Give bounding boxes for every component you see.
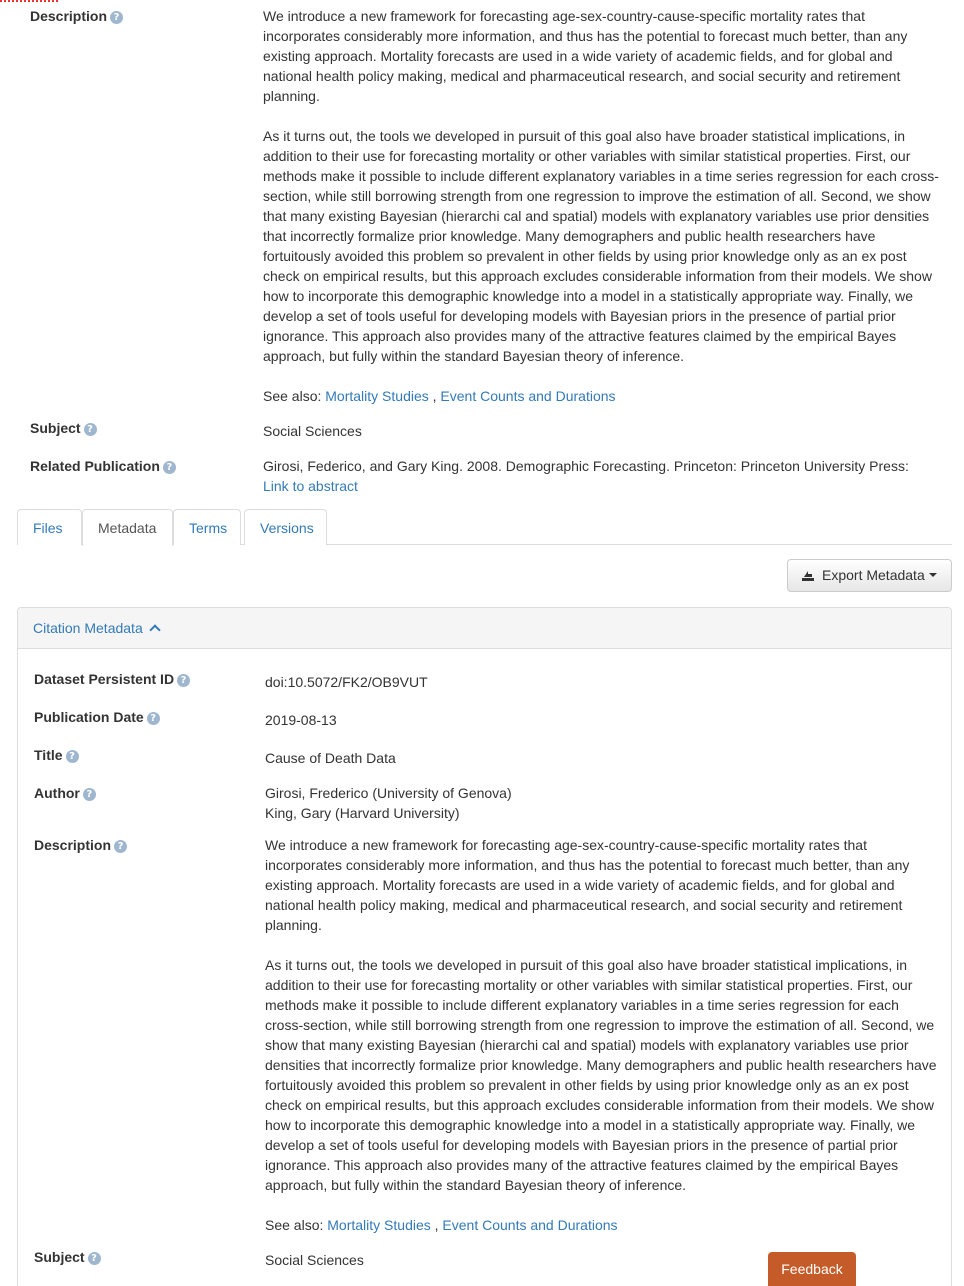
chevron-up-icon bbox=[149, 624, 160, 635]
feedback-button[interactable]: Feedback bbox=[768, 1252, 856, 1286]
see-also: See also: Mortality Studies , Event Counts and Durations bbox=[263, 388, 616, 404]
export-icon bbox=[802, 569, 814, 581]
description-paragraph: We introduce a new framework for forecasting age-sex-country-cause-specific mortality rates that incorporates considerably more information, and thus has the potential to forecast much better, than any existing approach. Mortality forecasts are used in a wide variety of academic fields, and for global and national health policy making, medical and pharmaceutical research, and social security and retirement planning. bbox=[265, 837, 910, 933]
citation-metadata-toggle[interactable]: Citation Metadata bbox=[18, 608, 951, 649]
author-entry: Girosi, Frederico (University of Genova) bbox=[265, 785, 512, 801]
tab-bar bbox=[17, 509, 952, 545]
help-icon[interactable]: ? bbox=[147, 712, 160, 725]
link-to-abstract[interactable]: Link to abstract bbox=[263, 478, 358, 494]
help-icon[interactable]: ? bbox=[83, 788, 96, 801]
link-event-counts[interactable]: Event Counts and Durations bbox=[442, 1217, 618, 1233]
help-icon[interactable]: ? bbox=[114, 840, 127, 853]
export-metadata-button[interactable]: Export Metadata bbox=[787, 559, 952, 592]
persistent-id-label: Dataset Persistent ID ? bbox=[34, 671, 190, 687]
error-underline bbox=[0, 0, 58, 2]
link-mortality-studies[interactable]: Mortality Studies bbox=[327, 1217, 431, 1233]
description-paragraph: As it turns out, the tools we developed in pursuit of this goal also have broader statistical implications, in addition to their use for forecasting mortality or other variables with similar statistical properties. First, our methods make it possible to include different explanatory variables in a time series regression for each cross-section, while still borrowing strength from one regression to improve the estimation of all. Second, we show that many existing Bayesian (hierarchi cal and spatial) models with explanatory variables use prior densities that incorrectly formalize prior knowledge. Many demographers and public health researchers have fortuitously avoided this problem so prevalent in other fields by using prior knowledge only as an ex post check on empirical results, but this approach excludes considerable information from their models. We show how to incorporate this demographic knowledge into a model in a statistically appropriate way. Finally, we develop a set of tools useful for developing models with Bayesian priors in the presence of partial prior ignorance. This approach also provides many of the attractive features claimed by the empirical Bayes approach, but fully within the standard Bayesian theory of inference. bbox=[265, 957, 937, 1193]
subject-value: Social Sciences bbox=[263, 423, 362, 439]
help-icon[interactable]: ? bbox=[88, 1252, 101, 1265]
help-icon[interactable]: ? bbox=[177, 674, 190, 687]
title-label: Title ? bbox=[34, 747, 79, 763]
panel-description-value bbox=[265, 835, 940, 1235]
author-entry: King, Gary (Harvard University) bbox=[265, 805, 460, 821]
publication-date-value: 2019-08-13 bbox=[265, 712, 337, 728]
subject-label: Subject ? bbox=[30, 420, 97, 436]
help-icon[interactable]: ? bbox=[66, 750, 79, 763]
related-publication-value: Girosi, Federico, and Gary King. 2008. Demographic Forecasting. Princeton: Princeton University Press: Link to abstract bbox=[263, 458, 909, 494]
help-icon[interactable]: ? bbox=[84, 423, 97, 436]
title-value: Cause of Death Data bbox=[265, 750, 396, 766]
link-mortality-studies[interactable]: Mortality Studies bbox=[325, 388, 429, 404]
author-value bbox=[265, 783, 512, 823]
tab-versions[interactable]: Versions bbox=[244, 509, 327, 545]
related-publication-label: Related Publication ? bbox=[30, 458, 176, 474]
persistent-id-value: doi:10.5072/FK2/OB9VUT bbox=[265, 674, 428, 690]
see-also: See also: Mortality Studies , Event Counts and Durations bbox=[265, 1217, 618, 1233]
tab-metadata[interactable]: Metadata bbox=[82, 509, 173, 546]
description-label: Description ? bbox=[30, 8, 123, 24]
description-paragraph: We introduce a new framework for forecasting age-sex-country-cause-specific mortality rates that incorporates considerably more information, and thus has the potential to forecast much better, than any existing approach. Mortality forecasts are used in a wide variety of academic fields, and for global and national health policy making, medical and pharmaceutical research, and social security and retirement planning. bbox=[263, 8, 908, 104]
panel-description-label: Description ? bbox=[34, 837, 127, 853]
publication-date-label: Publication Date ? bbox=[34, 709, 160, 725]
author-label: Author ? bbox=[34, 785, 96, 801]
description-paragraph: As it turns out, the tools we developed in pursuit of this goal also have broader statistical implications, in addition to their use for forecasting mortality or other variables with similar statistical properties. First, our methods make it possible to include different explanatory variables in a time series regression for each cross-section, while still borrowing strength from one regression to improve the estimation of all. Second, we show that many existing Bayesian (hierarchi cal and spatial) models with explanatory variables use prior densities that incorrectly formalize prior knowledge. Many demographers and public health researchers have fortuitously avoided this problem so prevalent in other fields by using prior knowledge only as an ex post check on empirical results, but this approach excludes considerable information from their models. We show how to incorporate this demographic knowledge into a model in a statistically appropriate way. Finally, we develop a set of tools useful for developing models with Bayesian priors in the presence of partial prior ignorance. This approach also provides many of the attractive features claimed by the empirical Bayes approach, but fully within the standard Bayesian theory of inference. bbox=[263, 128, 939, 364]
panel-subject-value: Social Sciences bbox=[265, 1252, 364, 1268]
panel-subject-label: Subject ? bbox=[34, 1249, 101, 1265]
link-event-counts[interactable]: Event Counts and Durations bbox=[440, 388, 616, 404]
description-value bbox=[263, 6, 943, 406]
help-icon[interactable]: ? bbox=[163, 461, 176, 474]
help-icon[interactable]: ? bbox=[110, 11, 123, 24]
tab-files[interactable]: Files bbox=[17, 509, 82, 545]
tab-terms[interactable]: Terms bbox=[173, 509, 241, 545]
caret-down-icon bbox=[929, 573, 937, 577]
